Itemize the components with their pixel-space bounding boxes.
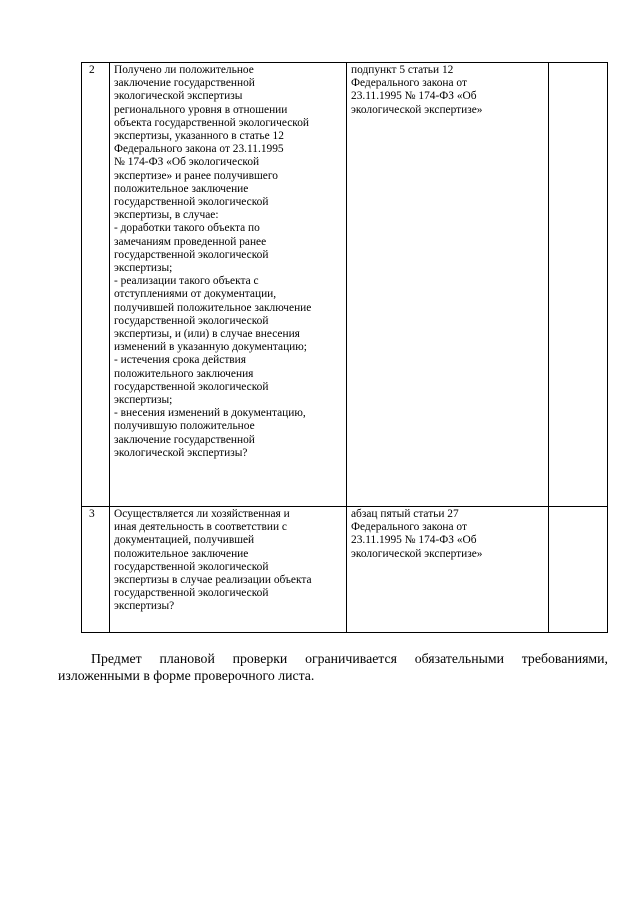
- question-cell: Осуществляется ли хозяйственная и иная деятельность в соответствии с документацией, получившей положительное заключение государственной экологической экспертизы в случае реализации объекта государственной экологической экспертизы?: [110, 507, 347, 633]
- inspection-scope-paragraph: [58, 651, 608, 684]
- paragraph-line: изложенными в форме проверочного листа.: [58, 667, 315, 683]
- table-row: [82, 63, 608, 507]
- row-number: 2: [82, 63, 110, 507]
- row-number: 3: [82, 507, 110, 633]
- answer-cell[interactable]: [549, 63, 608, 507]
- paragraph-line: Предмет плановой проверки ограничивается обязательными требованиями,: [91, 651, 608, 666]
- question-cell: Получено ли положительное заключение государственной экологической экспертизы регионального уровня в отношении объекта государственной экологической экспертизы, указанного в статье 12 Федерального закона от 23.11.1995 № 174-ФЗ «Об экологической экспертизе» и ранее получившего положительное заключение государственной экологической экспертизы, в случае: - доработки такого объекта по замечаниям проведенной ранее государственной экологической экспертизы; - реализации такого объекта с отступлениями от документации, получившей положительное заключение государственной экологической экспертизы, и (или) в случае внесения изменений в указанную документацию; - истечения срока действия положительного заключения государственной экологической экспертизы; - внесения изменений в документацию, получившую положительное заключение государственной экологической экспертизы?: [110, 63, 347, 507]
- legal-reference-cell: абзац пятый статьи 27 Федерального закона от 23.11.1995 № 174-ФЗ «Об экологической экспертизе»: [347, 507, 549, 633]
- table-row: [82, 507, 608, 633]
- answer-cell[interactable]: [549, 507, 608, 633]
- checklist-table: [81, 62, 608, 633]
- legal-reference-cell: подпункт 5 статьи 12 Федерального закона от 23.11.1995 № 174-ФЗ «Об экологической экспертизе»: [347, 63, 549, 507]
